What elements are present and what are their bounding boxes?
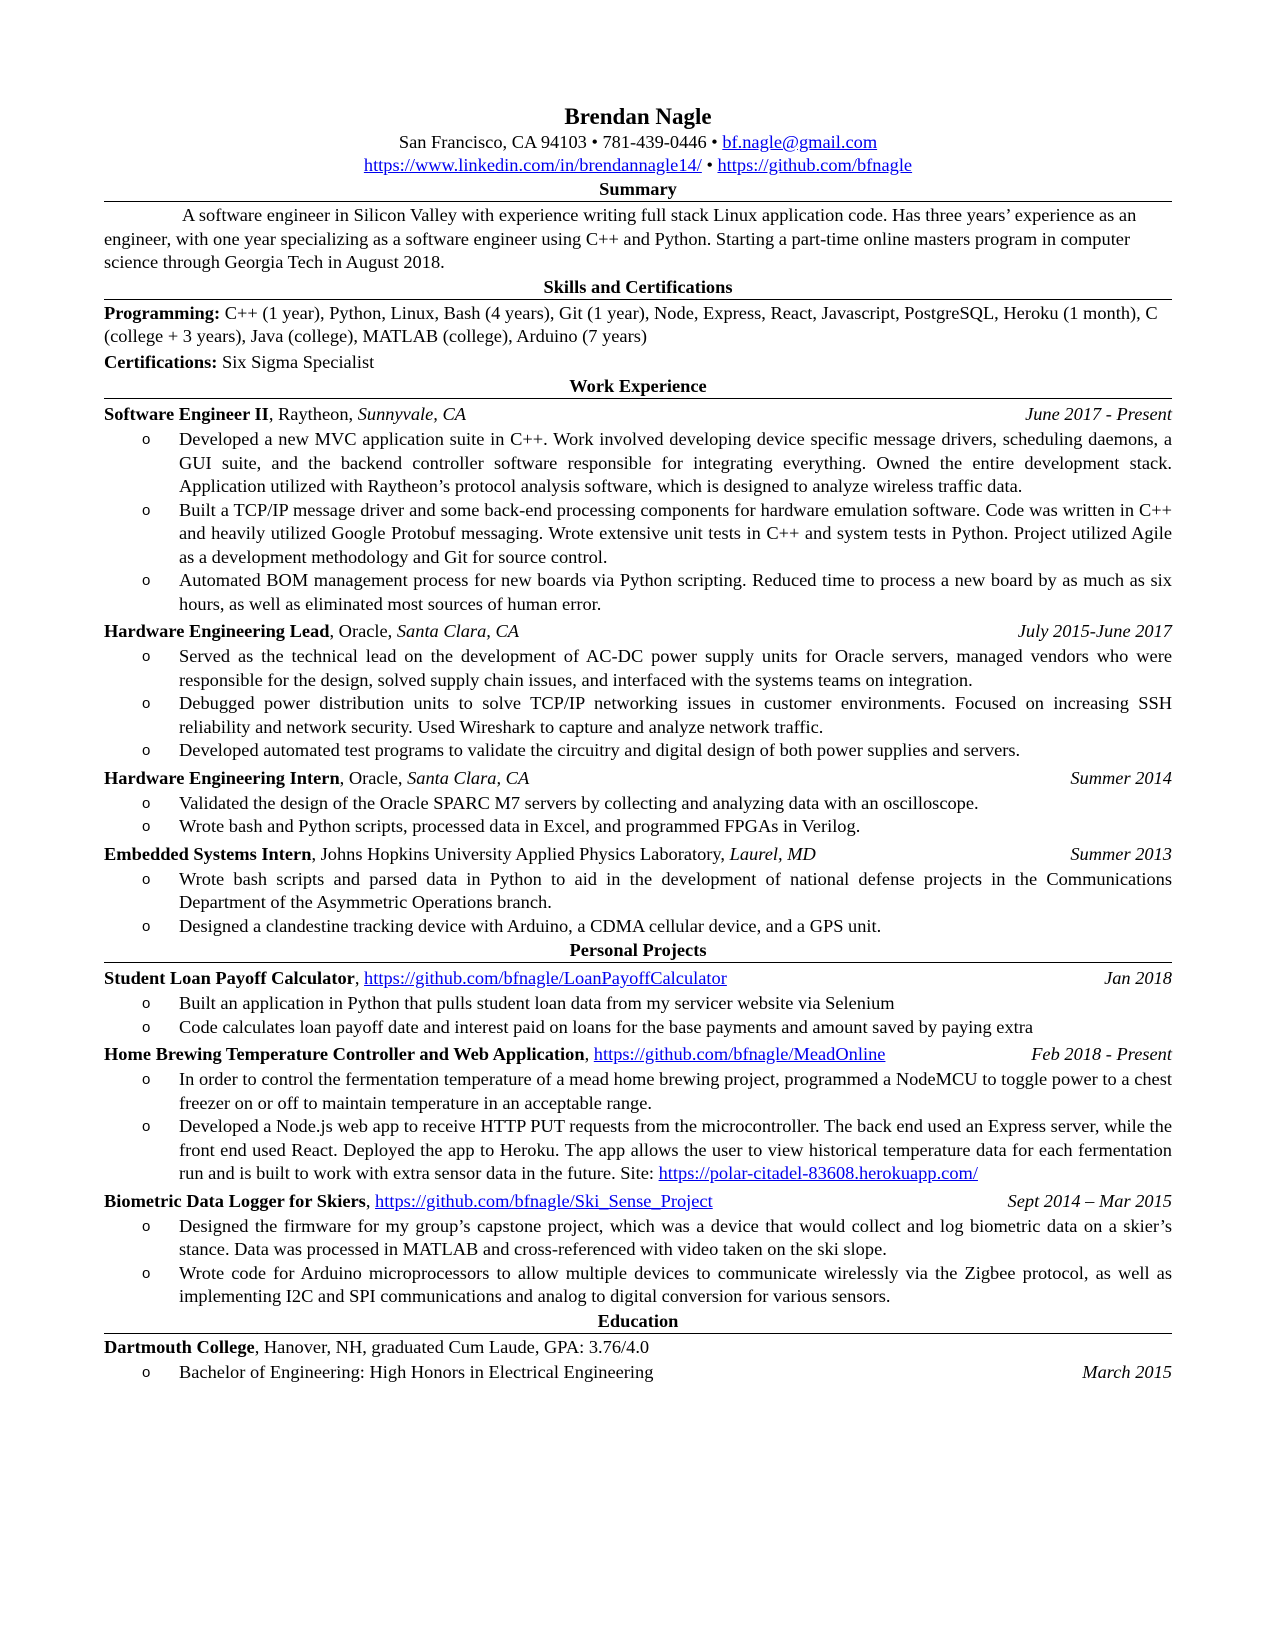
list-item (104, 1115, 1172, 1186)
list-item (104, 815, 1172, 839)
link-separator: • (701, 155, 718, 175)
bullet-marker: o (142, 648, 151, 665)
project-repo-link[interactable]: https://github.com/bfnagle/Ski_Sense_Project (375, 1190, 713, 1211)
bullet-text: Wrote bash and Python scripts, processed data in Excel, and programmed FPGAs in Verilog. (179, 816, 861, 836)
job-header (104, 842, 1172, 866)
bullet-text: Built a TCP/IP message driver and some back-end processing components for hardware emulation software. Code was written in C++ and heavily utilized Google Protobuf messaging. Wrote extensive unit tests in C++ and system tests in Python. Project utilized Agile as a development methodology and Git for source control. (179, 499, 1172, 567)
list-item (104, 1215, 1172, 1262)
project-sep: , (365, 1190, 376, 1211)
job-location: Santa Clara, CA (392, 621, 519, 641)
bullet-text: Validated the design of the Oracle SPARC M7 servers by collecting and analyzing data with an oscilloscope. (179, 792, 979, 813)
project-date: Jan 2018 (1104, 968, 1172, 988)
bullet-marker: o (142, 695, 151, 712)
degree: Bachelor of Engineering: High Honors in Electrical Engineering (179, 1362, 654, 1382)
job-header (104, 619, 1172, 643)
bullet-marker: o (142, 742, 151, 759)
list-item (104, 428, 1172, 499)
job-title-line (104, 402, 466, 426)
education-school-line (104, 1336, 1172, 1360)
bullet-marker: o (142, 870, 151, 888)
section-skills-heading: Skills and Certifications (104, 277, 1172, 300)
job-location: Sunnyvale, CA (353, 404, 466, 424)
bullet-marker: o (142, 572, 151, 589)
project-bullets (104, 1215, 1172, 1309)
list-item (104, 739, 1172, 763)
email-link[interactable]: bf.nagle@gmail.com (722, 132, 878, 152)
job-company: , Oracle, (339, 767, 403, 788)
section-work-heading: Work Experience (104, 376, 1172, 399)
job-company: , Raytheon, (268, 404, 354, 424)
programming-label: Programming: (104, 302, 221, 323)
section-summary-heading: Summary (104, 179, 1172, 202)
school-detail: , Hanover, NH, graduated Cum Laude, GPA: 3.76/4.0 (254, 1336, 650, 1357)
bullet-marker: o (142, 431, 151, 448)
projects-list (104, 966, 1172, 1309)
project-sep: , (584, 1044, 594, 1064)
list-item (104, 645, 1172, 692)
certifications-list: Six Sigma Specialist (217, 351, 375, 372)
job-role: Embedded Systems Intern (104, 843, 312, 864)
project-repo-link[interactable]: https://github.com/bfnagle/MeadOnline (593, 1044, 886, 1064)
programming-list: C++ (1 year), Python, Linux, Bash (4 years), Git (1 year), Node, Express, React, Javascript, PostgreSQL, Heroku (1 month), C (college + 3 years), Java (college), MATLAB (college), Arduino (7 years) (104, 302, 1158, 346)
project-bullets (104, 992, 1172, 1039)
bullet-text: Developed automated test programs to validate the circuitry and digital design of both power supplies and servers. (179, 740, 1021, 760)
project-header (104, 966, 1172, 990)
certifications-label: Certifications: (104, 351, 218, 372)
bullet-text: Developed a new MVC application suite in C++. Work involved developing device specific message drivers, scheduling daemons, a GUI suite, and the backend controller software responsible for integrating everything. Owned the entire development stack. Application utilized with Raytheon’s protocol analysis software, which is designed to analyze wireless traffic data. (179, 429, 1172, 496)
job-role: Software Engineer II (104, 404, 269, 424)
job-role: Hardware Engineering Intern (104, 767, 340, 788)
bullet-marker: o (142, 1018, 151, 1036)
bullet-marker: o (142, 995, 151, 1012)
bullet-text: Code calculates loan payoff date and interest paid on loans for the base payments and amount saved by paying extra (179, 1016, 1034, 1037)
list-item (104, 569, 1172, 616)
job-bullets (104, 645, 1172, 763)
project-title-line (104, 966, 727, 990)
section-education-heading: Education (104, 1311, 1172, 1334)
project-title-line (104, 1042, 885, 1066)
job-location: Santa Clara, CA (402, 767, 530, 788)
list-item (104, 992, 1172, 1016)
job-bullets (104, 868, 1172, 939)
job-company: , Oracle, (329, 621, 393, 641)
github-link[interactable]: https://github.com/bfnagle (717, 155, 913, 175)
bullet-text: Automated BOM management process for new boards via Python scripting. Reduced time to process a new board by as much as six hours, as well as eliminated most sources of human error. (179, 570, 1172, 614)
bullet-marker: o (142, 818, 151, 835)
bullet-text (179, 1115, 1172, 1186)
bullet-text: Debugged power distribution units to solve TCP/IP networking issues in customer environments. Focused on increasing SSH reliability and network security. Used Wireshark to capture and analyze network traffic. (179, 693, 1172, 737)
job-company: , Johns Hopkins University Applied Physics Laboratory, (311, 843, 726, 864)
job-date: June 2017 - Present (1025, 404, 1172, 424)
bullet-text: Designed a clandestine tracking device with Arduino, a CDMA cellular device, and a GPS unit. (179, 915, 882, 936)
bullet-marker: o (142, 917, 151, 935)
list-item (104, 1068, 1172, 1115)
job-title-line (104, 766, 529, 790)
project-name: Home Brewing Temperature Controller and Web Application (104, 1044, 585, 1064)
profile-links (104, 154, 1172, 177)
job-title-line (104, 619, 519, 643)
summary-text: A software engineer in Silicon Valley with experience writing full stack Linux application code. Has three years’ experience as an engineer, with one year specializing as a software engineer using C++ and Python. Starting a part-time online masters program in computer science through Georgia Tech in August 2018. (104, 205, 1137, 272)
bullet-text: Wrote bash scripts and parsed data in Python to aid in the development of national defense projects in the Communications Department of the Asymmetric Operations branch. (179, 868, 1172, 912)
bullet-marker: o (142, 1217, 151, 1235)
bullet-text: Built an application in Python that pulls student loan data from my servicer website via Selenium (179, 993, 895, 1013)
job-title-line (104, 842, 816, 866)
project-date: Feb 2018 - Present (1031, 1044, 1172, 1064)
bullet-text: In order to control the fermentation temperature of a mead home brewing project, programmed a NodeMCU to toggle power to a chest freezer on or off to maintain temperature in an acceptable range. (179, 1069, 1172, 1113)
project-sep: , (354, 968, 365, 988)
project-header (104, 1042, 1172, 1066)
bullet-marker: o (142, 1364, 151, 1381)
programming-skills (104, 302, 1172, 349)
list-item (104, 1262, 1172, 1309)
linkedin-link[interactable]: https://www.linkedin.com/in/brendannagle14/ (363, 155, 702, 175)
section-projects-heading: Personal Projects (104, 940, 1172, 963)
bullet-marker: o (142, 794, 151, 812)
bullet-text: Wrote code for Arduino microprocessors to allow multiple devices to communicate wirelessly via the Zigbee protocol, as well as implementing I2C and SPI communications and analog to digital conversion for various sensors. (179, 1262, 1172, 1306)
job-bullets (104, 428, 1172, 616)
job-date: July 2015-June 2017 (1017, 621, 1172, 641)
degree-date: March 2015 (1082, 1362, 1172, 1382)
job-date: Summer 2013 (1070, 843, 1172, 864)
job-bullets (104, 792, 1172, 839)
project-repo-link[interactable]: https://github.com/bfnagle/LoanPayoffCalculator (364, 968, 727, 988)
job-date: Summer 2014 (1070, 767, 1172, 788)
job-header (104, 766, 1172, 790)
list-item (104, 868, 1172, 915)
list-item (104, 1016, 1172, 1040)
list-item (104, 792, 1172, 816)
bullet-marker: o (142, 1264, 151, 1282)
job-location: Laurel, MD (725, 843, 816, 864)
certifications (104, 351, 1172, 375)
list-item (104, 499, 1172, 570)
project-title-line (104, 1189, 713, 1213)
bullet-marker: o (142, 1118, 151, 1135)
bullet-marker: o (142, 501, 151, 519)
site-link[interactable]: https://polar-citadel-83608.herokuapp.com/ (658, 1163, 978, 1183)
project-name: Biometric Data Logger for Skiers (104, 1190, 366, 1211)
bullet-text: Served as the technical lead on the development of AC-DC power supply units for Oracle servers, managed vendors who were responsible for the design, solved supply chain issues, and interfaced with the systems teams on integration. (179, 646, 1172, 690)
list-item (104, 1361, 1172, 1385)
project-date: Sept 2014 – Mar 2015 (1007, 1190, 1172, 1211)
bullet-text: Designed the firmware for my group’s capstone project, which was a device that would collect and log biometric data on a skier’s stance. Data was processed in MATLAB and cross-referenced with video taken on the ski slope. (179, 1215, 1172, 1259)
job-role: Hardware Engineering Lead (104, 621, 330, 641)
bullet-marker: o (142, 1071, 151, 1088)
candidate-name: Brendan Nagle (564, 104, 712, 129)
education-bullets (104, 1361, 1172, 1385)
school-name: Dartmouth College (104, 1336, 255, 1357)
project-header (104, 1189, 1172, 1213)
list-item (104, 692, 1172, 739)
project-bullets (104, 1068, 1172, 1186)
bullet-text-body: Developed a Node.js web app to receive HTTP PUT requests from the microcontroller. The back end used an Express server, while the front end used React. Deployed the app to Heroku. The app allows the user to view historical temperature data for each fermentation run and is built to work with extra sensor data in the future. Site: (179, 1116, 1172, 1183)
contact-line (104, 131, 1172, 154)
project-name: Student Loan Payoff Calculator (104, 968, 355, 988)
list-item (104, 915, 1172, 939)
resume-page (104, 103, 1172, 1385)
location-phone: San Francisco, CA 94103 • 781-439-0446 • (398, 132, 723, 152)
work-experience-list (104, 402, 1172, 938)
job-header (104, 402, 1172, 426)
